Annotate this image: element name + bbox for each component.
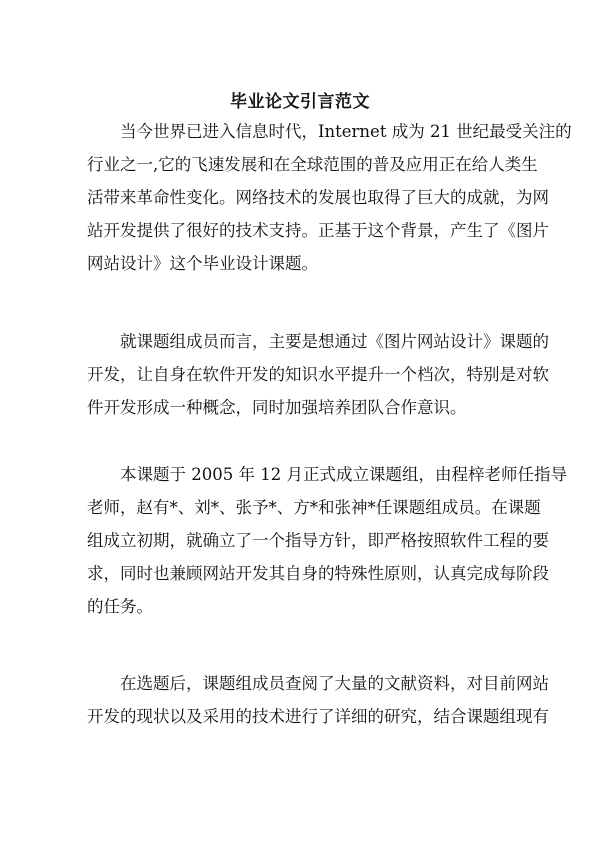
paragraph-line: 组成立初期，就确立了一个指导方针，即严格按照软件工程的要 [87, 531, 549, 550]
paragraph-line: 活带来革命性变化。网络技术的发展也取得了巨大的成就，为网 [87, 188, 549, 207]
paragraph-line: 就课题组成员而言，主要是想通过《图片网站设计》课题的 [120, 332, 549, 351]
paragraph-line: 件开发形成一种概念，同时加强培养团队合作意识。 [87, 398, 467, 417]
paragraph-line: 本课题于 2005 年 12 月正式成立课题组，由程梓老师任指导 [120, 465, 567, 484]
paragraph-4 [87, 667, 549, 733]
document-title: 毕业论文引言范文 [230, 92, 370, 112]
paragraph-1 [87, 115, 572, 280]
paragraph-line: 在选题后，课题组成员查阅了大量的文献资料，对目前网站 [120, 674, 549, 693]
paragraph-line: 开发的现状以及采用的技术进行了详细的研究，结合课题组现有 [87, 707, 549, 726]
paragraph-2 [87, 325, 549, 424]
paragraph-line: 行业之一,它的飞速发展和在全球范围的普及应用正在给人类生 [87, 155, 538, 174]
paragraph-line: 求，同时也兼顾网站开发其自身的特殊性原则，认真完成每阶段 [87, 564, 549, 583]
paragraph-3 [87, 458, 567, 623]
paragraph-line: 开发，让自身在软件开发的知识水平提升一个档次，特别是对软 [87, 365, 549, 384]
paragraph-line: 站开发提供了很好的技术支持。正基于这个背景，产生了《图片 [87, 221, 549, 240]
paragraph-line: 网站设计》这个毕业设计课题。 [87, 254, 318, 273]
paragraph-line: 老师，赵有*、刘*、张予*、方*和张神*任课题组成员。在课题 [87, 498, 541, 517]
paragraph-line: 的任务。 [87, 597, 153, 616]
paragraph-line: 当今世界已进入信息时代，Internet 成为 21 世纪最受关注的 [120, 122, 572, 141]
